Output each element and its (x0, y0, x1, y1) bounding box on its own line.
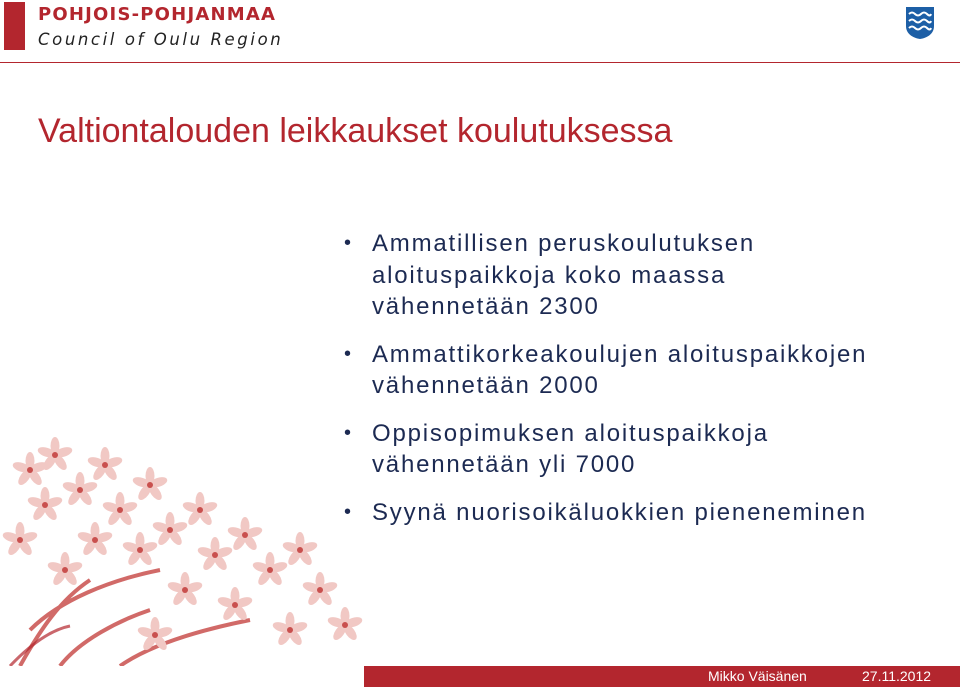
bullet-item: • Syynä nuorisoikäluokkien pieneneminen (344, 497, 944, 529)
footer-author: Mikko Väisänen (708, 668, 807, 684)
footer-date: 27.11.2012 (862, 668, 932, 684)
bullet-item: • Oppisopimuksen aloituspaikkoja vähennetään yli 7000 (344, 418, 944, 481)
coat-of-arms-icon (905, 6, 935, 40)
bullet-item: • Ammatillisen peruskoulutuksen aloituspaikkoja koko maassa vähennetään 2300 (344, 228, 944, 323)
brand-accent-bar (4, 2, 25, 50)
org-name: POHJOIS-POHJANMAA (38, 4, 277, 25)
bullet-item: • Ammattikorkeakoulujen aloituspaikkojen vähennetään 2000 (344, 339, 944, 402)
slide-title: Valtiontalouden leikkaukset koulutuksessa (38, 112, 673, 150)
flower-illustration (0, 430, 380, 666)
header-divider (0, 62, 960, 63)
bullet-list (344, 228, 944, 544)
org-subtitle: Council of Oulu Region (38, 30, 284, 49)
